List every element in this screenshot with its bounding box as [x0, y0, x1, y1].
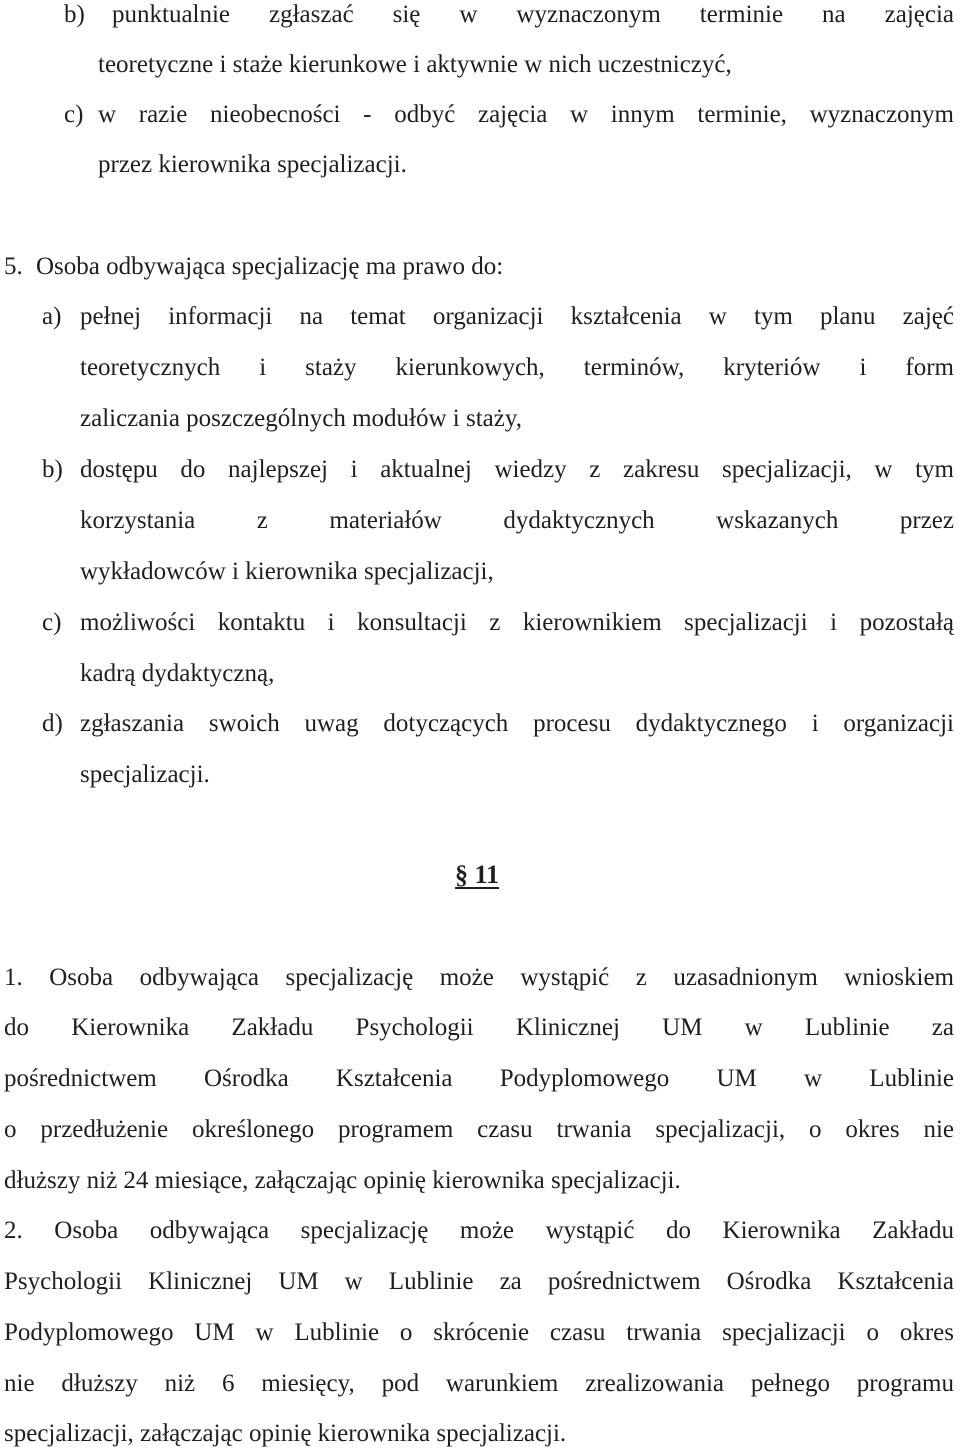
text-line: kadrą dydaktyczną,	[80, 660, 275, 687]
list-marker: d)	[42, 710, 63, 737]
list-marker: b)	[64, 1, 85, 28]
text-line: korzystania z materiałów dydaktycznych wskazanych przez	[80, 507, 954, 534]
text-line: przez kierownika specjalizacji.	[98, 151, 407, 178]
text-line: dłuższy niż 24 miesiące, załączając opinię kierownika specjalizacji.	[4, 1167, 681, 1194]
text-line: teoretyczne i staże kierunkowe i aktywnie w nich uczestniczyć,	[98, 51, 732, 78]
text-line: w razie nieobecności - odbyć zajęcia w innym terminie, wyznaczonym	[98, 101, 954, 128]
section-heading: § 11	[455, 860, 500, 889]
text-line: zaliczania poszczególnych modułów i staży,	[80, 405, 522, 432]
text-line: pełnej informacji na temat organizacji kształcenia w tym planu zajęć	[80, 303, 954, 330]
point-number: 5.	[4, 253, 23, 280]
text-line: o przedłużenie określonego programem czasu trwania specjalizacji, o okres nie	[4, 1116, 954, 1143]
text-line: do Kierownika Zakładu Psychologii Klinicznej UM w Lublinie za	[4, 1014, 954, 1041]
text-line: pośrednictwem Ośrodka Kształcenia Podyplomowego UM w Lublinie	[4, 1065, 954, 1092]
text-line: 2. Osoba odbywająca specjalizację może wystąpić do Kierownika Zakładu	[4, 1217, 954, 1244]
list-marker: b)	[42, 456, 63, 483]
text-line: wykładowców i kierownika specjalizacji,	[80, 558, 494, 585]
text-line: zgłaszania swoich uwag dotyczących procesu dydaktycznego i organizacji	[80, 710, 954, 737]
text-line: specjalizacji, załączając opinię kierownika specjalizacji.	[4, 1420, 567, 1447]
text-line: możliwości kontaktu i konsultacji z kierownikiem specjalizacji i pozostałą	[80, 609, 954, 636]
list-marker: c)	[64, 101, 84, 128]
text-line: specjalizacji.	[80, 761, 210, 788]
text-line: Podyplomowego UM w Lublinie o skrócenie czasu trwania specjalizacji o okres	[4, 1319, 954, 1346]
point-intro: Osoba odbywająca specjalizację ma prawo do:	[36, 253, 504, 280]
text-line: dostępu do najlepszej i aktualnej wiedzy z zakresu specjalizacji, w tym	[80, 456, 954, 483]
text-line: 1. Osoba odbywająca specjalizację może wystąpić z uzasadnionym wnioskiem	[4, 964, 954, 991]
text-line: Psychologii Klinicznej UM w Lublinie za pośrednictwem Ośrodka Kształcenia	[4, 1268, 954, 1295]
list-marker: a)	[42, 303, 62, 330]
list-marker: c)	[42, 609, 62, 636]
text-line: teoretycznych i staży kierunkowych, terminów, kryteriów i form	[80, 354, 954, 381]
text-line: nie dłuższy niż 6 miesięcy, pod warunkiem zrealizowania pełnego programu	[4, 1370, 954, 1397]
text-line: punktualnie zgłaszać się w wyznaczonym terminie na zajęcia	[112, 1, 954, 28]
